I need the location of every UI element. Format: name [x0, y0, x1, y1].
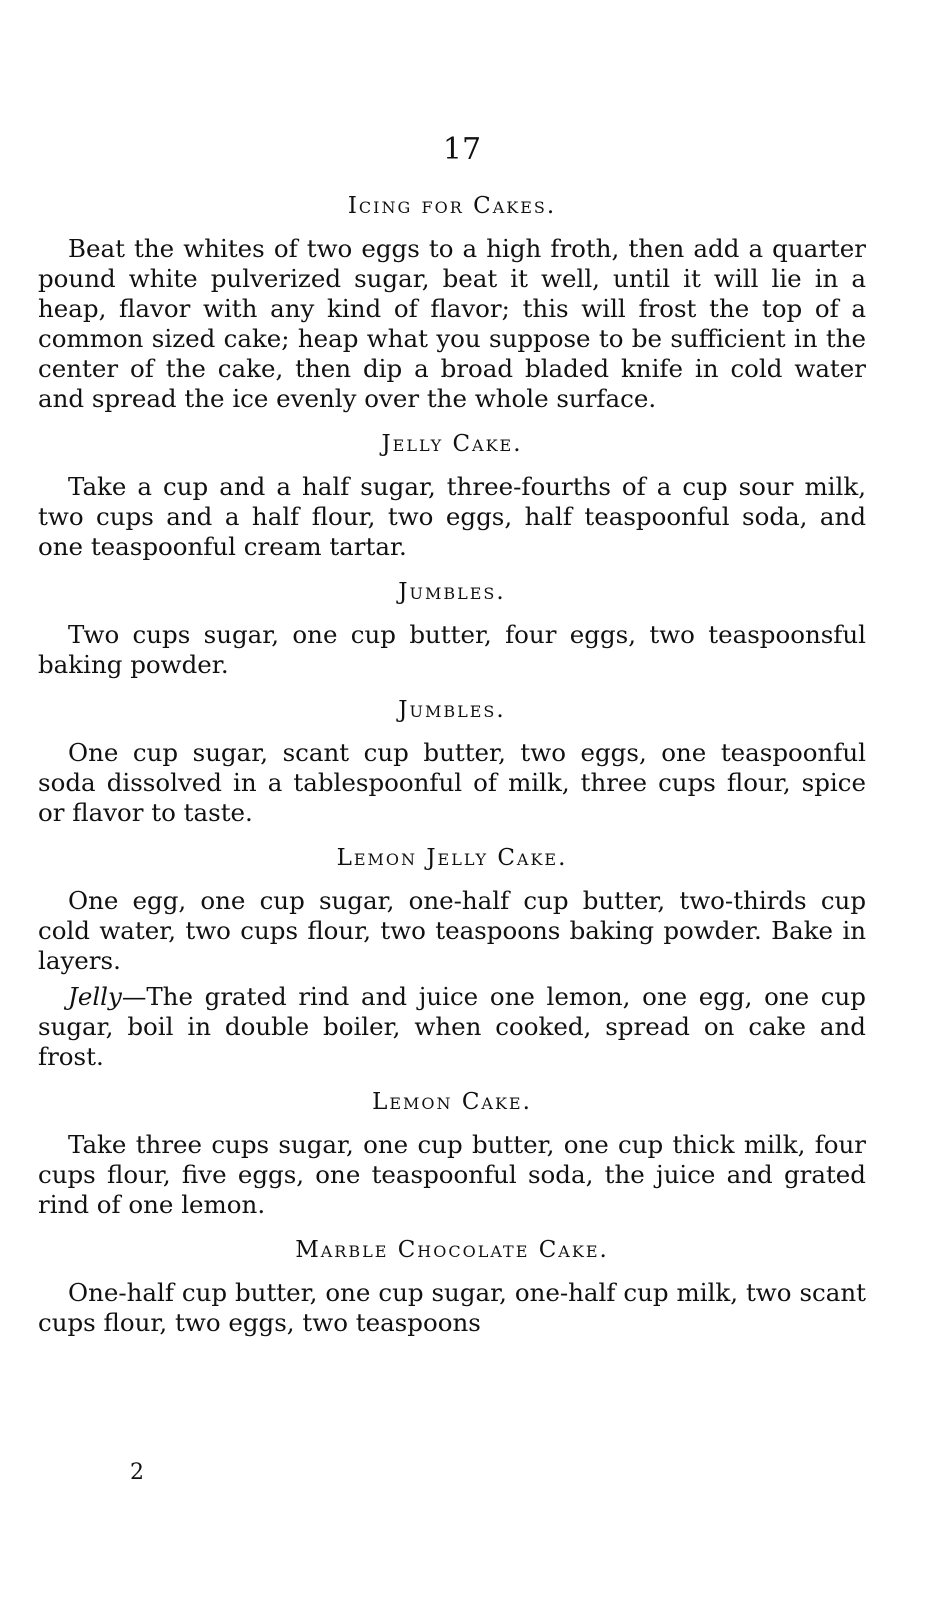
recipe-icing-for-cakes [38, 192, 866, 414]
recipe-body: One egg, one cup sugar, one-half cup butter, two-thirds cup cold water, two cups flour, two teaspoons baking powder. Bake in layers. [38, 886, 866, 975]
recipe-title: Jelly Cake. [381, 431, 523, 457]
recipe-title: Lemon Jelly Cake. [336, 845, 568, 871]
page-content [38, 130, 866, 1354]
recipe-title: Icing for Cakes. [347, 193, 557, 219]
recipe-body: Take a cup and a half sugar, three-fourths of a cup sour milk, two cups and a half flour, two eggs, half teaspoonful soda, and one teaspoonful cream tartar. [38, 472, 866, 561]
recipe-title: Marble Chocolate Cake. [295, 1237, 609, 1263]
recipe-body: One-half cup butter, one cup sugar, one-half cup milk, two scant cups flour, two eggs, two teaspoons [38, 1278, 866, 1337]
recipe-lemon-cake [38, 1088, 866, 1220]
note-body: —The grated rind and juice one lemon, one egg, one cup sugar, boil in double boiler, when cooked, spread on cake and frost. [38, 982, 866, 1071]
recipe-body: Take three cups sugar, one cup butter, one cup thick milk, four cups flour, five eggs, one teaspoonful soda, the juice and grated rind of one lemon. [38, 1130, 866, 1219]
recipe-jelly-cake [38, 430, 866, 562]
recipe-jumbles-1 [38, 578, 866, 680]
recipe-body: One cup sugar, scant cup butter, two eggs, one teaspoonful soda dissolved in a tablespoonful of milk, three cups flour, spice or flavor to taste. [38, 738, 866, 827]
recipe-marble-chocolate-cake [38, 1236, 866, 1338]
signature-mark: 2 [130, 1460, 144, 1485]
page-number: 17 [442, 132, 482, 167]
recipe-body: Beat the whites of two eggs to a high froth, then add a quarter pound white pulverized sugar, beat it well, until it will lie in a heap, flavor with any kind of flavor; this will frost the top of a common sized cake; heap what you suppose to be sufficient in the center of the cake, then dip a broad bladed knife in cold water and spread the ice evenly over the whole surface. [38, 234, 866, 413]
note-lead: Jelly [68, 982, 122, 1011]
recipe-note [38, 982, 866, 1072]
recipe-title: Jumbles. [398, 579, 506, 605]
recipe-title: Jumbles. [398, 697, 506, 723]
recipe-jumbles-2 [38, 696, 866, 828]
recipe-body: Two cups sugar, one cup butter, four eggs, two teaspoonsful baking powder. [38, 620, 866, 679]
recipe-title: Lemon Cake. [372, 1089, 532, 1115]
recipe-lemon-jelly-cake [38, 844, 866, 1072]
